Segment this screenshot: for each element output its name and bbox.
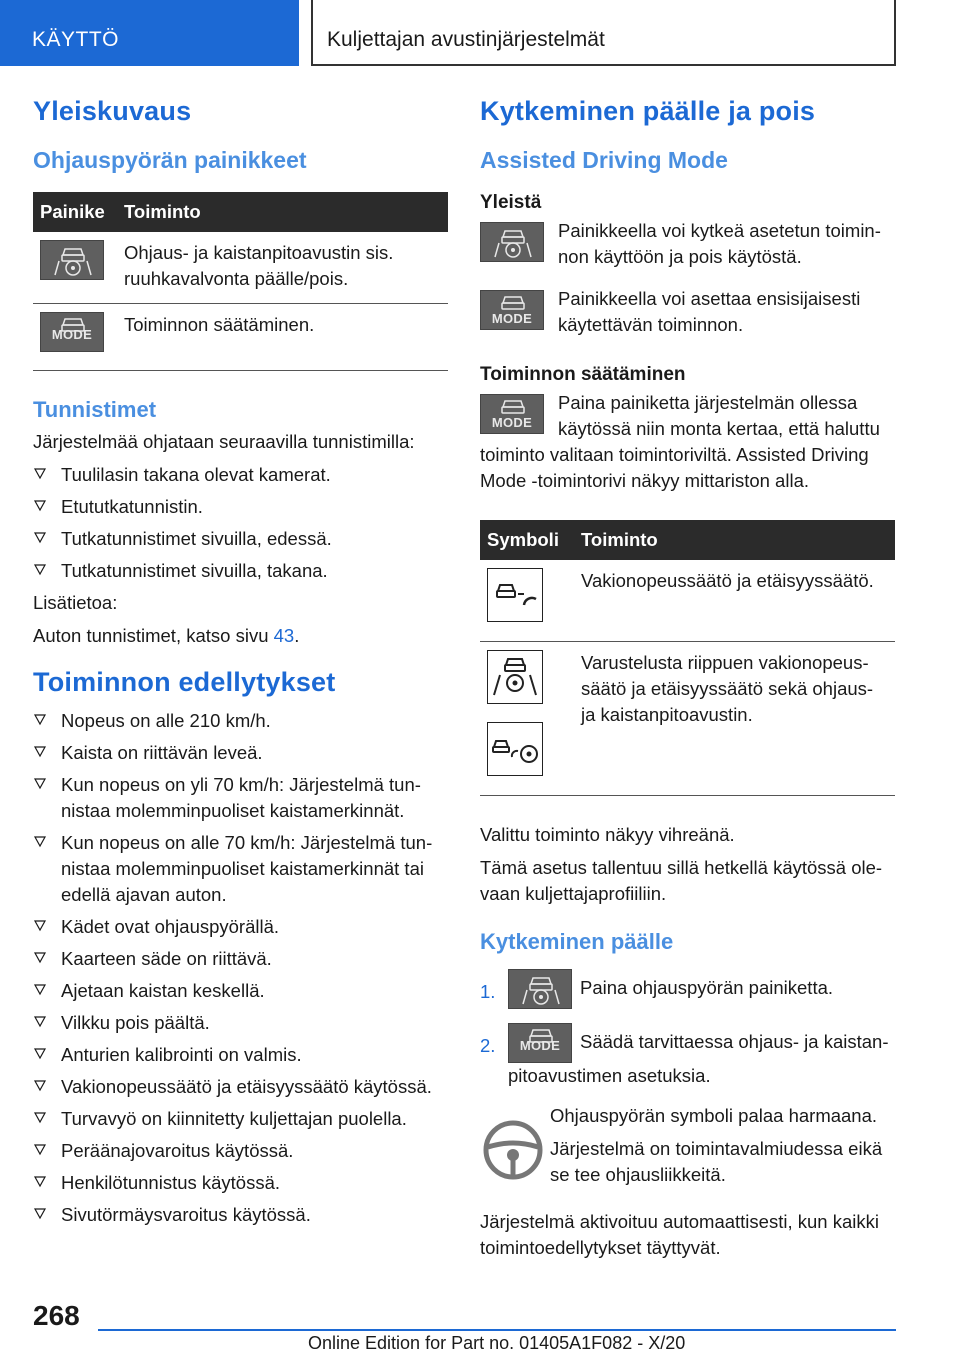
symbols-table [480, 520, 895, 796]
auto-activate-text: Järjestelmä aktivoituu automaattisesti, kun kaikki toimintoedellytykset täyttyvät. [480, 1211, 879, 1258]
list-item: Peräänajovaroitus käytössä. [33, 1138, 448, 1164]
more-info-ref: Auton tunnistimet, katso sivu 43. [33, 625, 300, 646]
adjust-row [480, 390, 895, 494]
triangle-bullet-icon [33, 744, 47, 758]
mode-button-icon [480, 290, 544, 330]
page-header [0, 0, 960, 66]
buttons-table [33, 192, 448, 371]
cruise-distance-symbol-icon [487, 568, 543, 622]
table-row [33, 304, 448, 371]
table-header-symbol: Symboli [480, 520, 574, 560]
list-item: Ajetaan kaistan keskellä. [33, 978, 448, 1004]
list-item: Anturien kalibrointi on valmis. [33, 1042, 448, 1068]
triangle-bullet-icon [33, 834, 47, 848]
list-item: Tutkatunnistimet sivuilla, takana. [33, 558, 448, 584]
triangle-bullet-icon [33, 562, 47, 576]
general-text-2: Painikkeella voi asettaa ensisijaisesti käytettävän toiminnon. [558, 288, 861, 335]
lane-assist-button-icon [40, 240, 104, 280]
list-item: Sivutörmäysvaroitus käytössä. [33, 1202, 448, 1228]
triangle-bullet-icon [33, 950, 47, 964]
sensors-list [33, 462, 448, 584]
list-item: Kädet ovat ohjauspyörällä. [33, 914, 448, 940]
page-number: 268 [33, 1300, 80, 1331]
lane-assist-button-icon [508, 969, 572, 1009]
heading-switch-on: Kytkeminen päälle [480, 929, 674, 954]
steering-cruise-symbol-icon [487, 722, 543, 776]
steps-list [480, 969, 895, 1089]
table-cell-function: Vakionopeussäätö ja etäisyyssäätö. [574, 560, 895, 642]
list-item: Kaarteen säde on riittävä. [33, 946, 448, 972]
general-row-2 [480, 286, 895, 338]
list-item: Henkilötunnistus käytössä. [33, 1170, 448, 1196]
mode-label: MODE [519, 1038, 561, 1053]
wheel-note [480, 1103, 895, 1195]
heading-on-off: Kytkeminen päälle ja pois [480, 96, 816, 126]
triangle-bullet-icon [33, 918, 47, 932]
mode-button-icon [508, 1023, 572, 1063]
steering-wheel-icon [480, 1117, 546, 1183]
heading-adjust: Toiminnon säätäminen [480, 364, 686, 385]
footer-divider [98, 1329, 896, 1331]
list-item: Tuulilasin takana olevat kamerat. [33, 462, 448, 488]
requirements-list [33, 708, 448, 1228]
section-tab: KÄYTTÖ [0, 0, 299, 66]
selected-green-text: Valittu toiminto näkyy vihreänä. [480, 824, 735, 845]
more-info-label: Lisätietoa: [33, 592, 118, 613]
list-item: 2. MODE Säädä tarvittaessa ohjaus- ja kaistanpitoavustimen asetuksia. [480, 1023, 895, 1089]
sensors-intro: Järjestelmää ohjataan seuraavilla tunnistimilla: [33, 431, 415, 452]
edition-text: Online Edition for Part no. 01405A1F082 - X/20 [308, 1333, 686, 1353]
triangle-bullet-icon [33, 1206, 47, 1220]
saved-profile-text: Tämä asetus tallentuu sillä hetkellä käytössä olevaan kuljettajaprofiiliin. [480, 857, 883, 904]
triangle-bullet-icon [33, 530, 47, 544]
lane-assist-symbol-icon [487, 650, 543, 704]
heading-steering-buttons: Ohjauspyörän painikkeet [33, 147, 307, 173]
triangle-bullet-icon [33, 1014, 47, 1028]
triangle-bullet-icon [33, 1110, 47, 1124]
general-text-1: Painikkeella voi kytkeä asetetun toiminnon käyttöön ja pois käytöstä. [558, 220, 881, 267]
mode-label: MODE [51, 327, 93, 342]
list-item: 1. Paina ohjauspyörän painiketta. [480, 969, 895, 1009]
triangle-bullet-icon [33, 712, 47, 726]
list-item: Tutkatunnistimet sivuilla, edessä. [33, 526, 448, 552]
list-item: Kun nopeus on alle 70 km/h: Järjestelmä tunnistaa molemminpuoliset kaistamerkinnät tai edellä ajavan auton. [33, 830, 448, 908]
triangle-bullet-icon [33, 1046, 47, 1060]
list-item: Nopeus on alle 210 km/h. [33, 708, 448, 734]
chapter-title: Kuljettajan avustinjärjestelmät [311, 0, 896, 66]
adjust-text: Paina painiketta järjestelmän ollessa käytössä niin monta kertaa, että haluttu toiminto valitaan toimintoriviltä. Assisted Driving Mode -toimintorivi näkyy mittariston alla. [480, 392, 880, 491]
heading-general: Yleistä [480, 192, 542, 213]
triangle-bullet-icon [33, 466, 47, 480]
left-column [33, 96, 448, 1234]
table-row [33, 232, 448, 304]
triangle-bullet-icon [33, 982, 47, 996]
table-row [480, 642, 895, 796]
table-header-function: Toiminto [574, 520, 895, 560]
table-header-function: Toiminto [117, 192, 448, 232]
list-item: Etututkatunnistin. [33, 494, 448, 520]
right-column [480, 96, 895, 1268]
heading-overview: Yleiskuvaus [33, 96, 192, 126]
mode-button-icon [40, 312, 104, 352]
heading-sensors: Tunnistimet [33, 397, 157, 422]
triangle-bullet-icon [33, 498, 47, 512]
lane-assist-button-icon [480, 222, 544, 262]
ready-state-text: Järjestelmä on toimintavalmiudessa eikä se tee ohjausliikkeitä. [550, 1138, 883, 1185]
triangle-bullet-icon [33, 1142, 47, 1156]
table-cell-function: Toiminnon säätäminen. [117, 304, 448, 371]
table-row [480, 560, 895, 642]
general-row-1 [480, 218, 895, 270]
mode-label: MODE [491, 311, 533, 326]
list-item: Kun nopeus on yli 70 km/h: Järjestelmä tunnistaa molemminpuoliset kaistamerkinnät. [33, 772, 448, 824]
list-item: Vakionopeussäätö ja etäisyyssäätö käytössä. [33, 1074, 448, 1100]
list-item: Vilkku pois päältä. [33, 1010, 448, 1036]
page-link[interactable]: 43 [273, 625, 295, 646]
triangle-bullet-icon [33, 1174, 47, 1188]
list-item: Kaista on riittävän leveä. [33, 740, 448, 766]
list-item: Turvavyö on kiinnitetty kuljettajan puolella. [33, 1106, 448, 1132]
heading-requirements: Toiminnon edellytykset [33, 667, 336, 697]
table-cell-function: Varustelusta riippuen vakionopeussäätö ja etäisyyssäätö sekä ohjaus- ja kaistanpitoavustin. [574, 642, 895, 796]
heading-assisted-driving-mode: Assisted Driving Mode [480, 147, 728, 173]
triangle-bullet-icon [33, 776, 47, 790]
mode-label: MODE [491, 415, 533, 430]
triangle-bullet-icon [33, 1078, 47, 1092]
table-cell-function: Ohjaus- ja kaistanpitoavustin sis. ruuhkavalvonta päälle/pois. [117, 232, 448, 304]
mode-button-icon [480, 394, 544, 434]
table-header-button: Painike [33, 192, 117, 232]
wheel-gray-text: Ohjauspyörän symboli palaa harmaana. [550, 1105, 878, 1126]
